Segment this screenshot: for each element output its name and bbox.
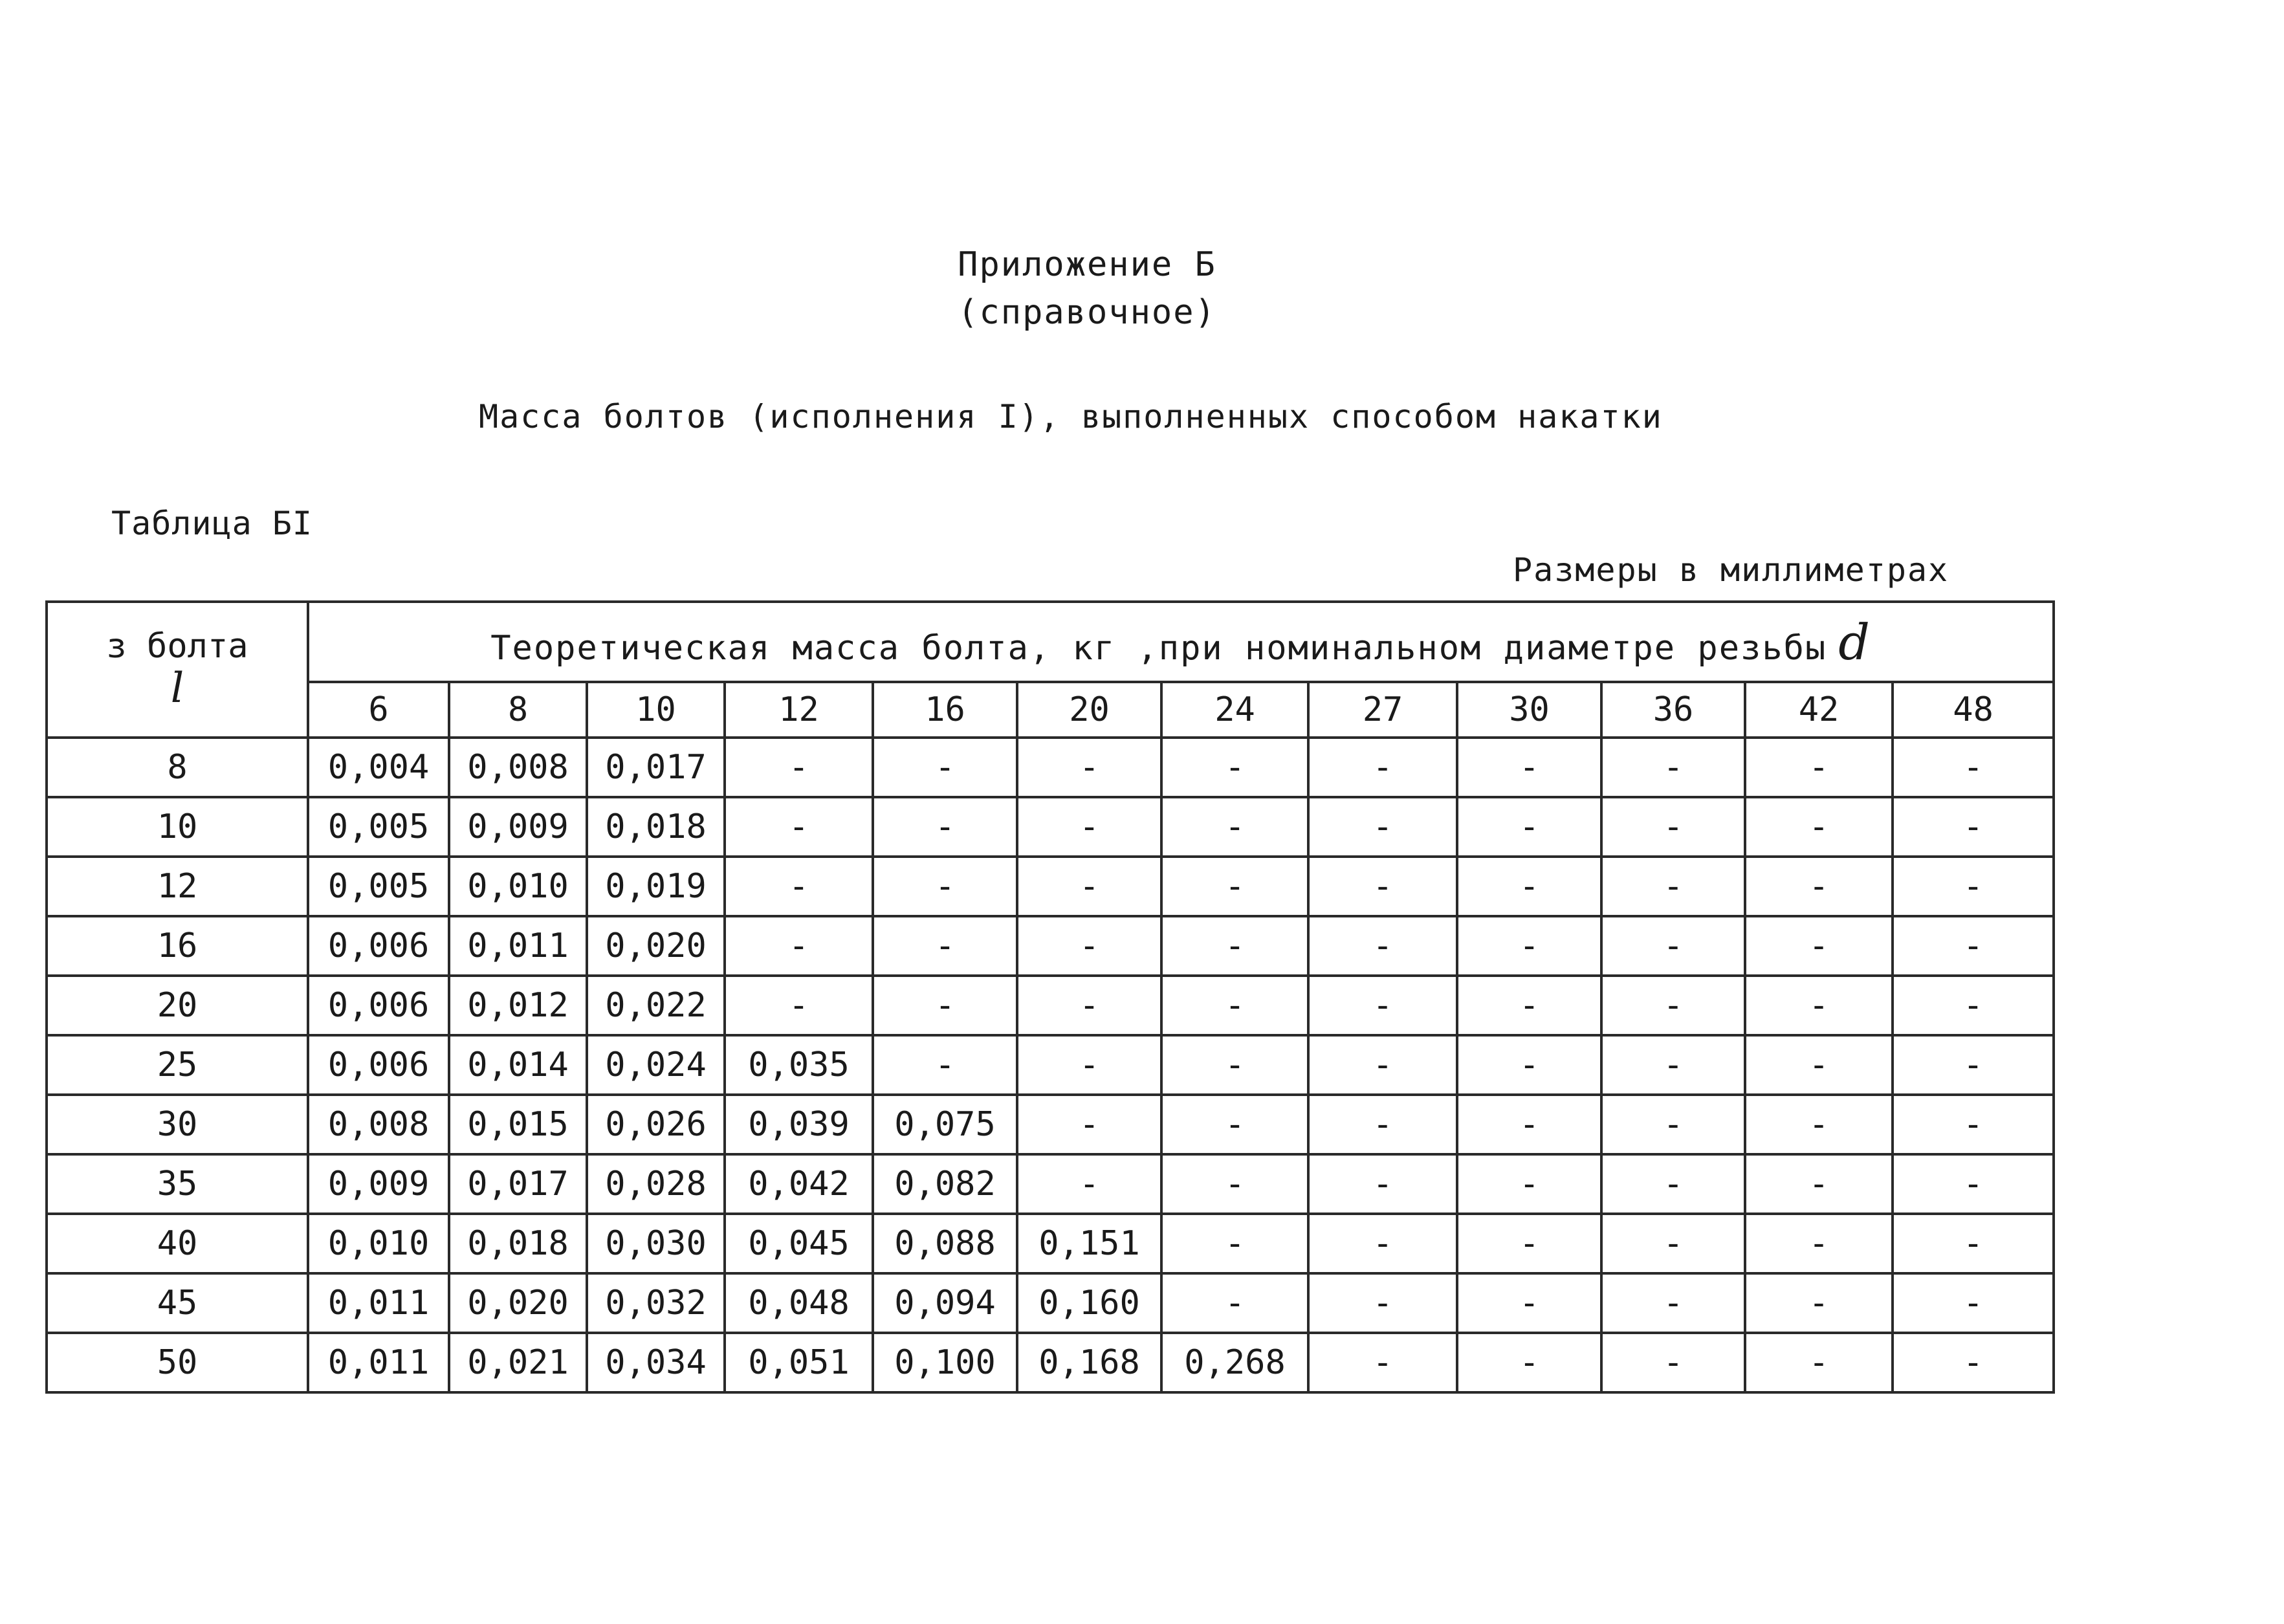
appendix-note: (справочное) [958,293,1216,332]
mass-cell: 0,035 [725,1035,873,1095]
mass-cell: - [1745,738,1893,797]
mass-cell: 0,011 [308,1333,449,1392]
diameter-header-24: 24 [1161,682,1308,738]
mass-cell: - [1601,1333,1745,1392]
mass-cell: - [873,797,1017,857]
mass-cell: - [873,857,1017,916]
mass-cell: - [725,857,873,916]
mass-cell: - [1457,857,1601,916]
mass-cell: 0,039 [725,1095,873,1154]
mass-cell: - [1161,1214,1308,1273]
mass-cell: 0,030 [587,1214,725,1273]
mass-cell: - [1308,797,1457,857]
mass-cell: 0,024 [587,1035,725,1095]
mass-cell: 0,088 [873,1214,1017,1273]
mass-cell: 0,010 [308,1214,449,1273]
mass-cell: - [1893,1333,2054,1392]
mass-cell: - [1601,1273,1745,1333]
mass-cell: - [873,976,1017,1035]
mass-cell: 0,160 [1017,1273,1161,1333]
mass-cell: - [1457,738,1601,797]
mass-cell: - [1893,976,2054,1035]
mass-cell: - [1745,1214,1893,1273]
mass-cell: 0,028 [587,1154,725,1214]
mass-cell: 0,045 [725,1214,873,1273]
length-cell: 40 [47,1214,308,1273]
mass-cell: - [1893,797,2054,857]
table-label: Таблица БI [111,505,313,542]
table-row [47,857,2054,916]
length-cell: 50 [47,1333,308,1392]
mass-cell: 0,082 [873,1154,1017,1214]
mass-cell: - [1457,916,1601,976]
mass-cell: - [1161,1035,1308,1095]
mass-cell: - [1017,797,1161,857]
diameter-header-10: 10 [587,682,725,738]
mass-cell: - [1017,857,1161,916]
table-row [47,976,2054,1035]
table-header-row [47,602,2054,682]
mass-cell: 0,020 [587,916,725,976]
mass-cell: 0,094 [873,1273,1017,1333]
mass-cell: 0,020 [449,1273,587,1333]
mass-cell: 0,005 [308,797,449,857]
length-cell: 35 [47,1154,308,1214]
diameter-header-16: 16 [873,682,1017,738]
mass-header-cell [308,602,2054,682]
length-cell: 8 [47,738,308,797]
mass-cell: 0,168 [1017,1333,1161,1392]
mass-cell: - [1457,1214,1601,1273]
mass-cell: - [725,797,873,857]
mass-cell: - [1017,738,1161,797]
mass-cell: - [1745,1035,1893,1095]
mass-cell: - [1893,1273,2054,1333]
length-header-cell [47,602,308,738]
mass-cell: - [1161,1095,1308,1154]
mass-cell: - [1601,1035,1745,1095]
appendix-label: Приложение Б [958,245,1216,284]
diameter-header-36: 36 [1601,682,1745,738]
mass-cell: - [1893,738,2054,797]
mass-cell: 0,017 [587,738,725,797]
length-cell: 45 [47,1273,308,1333]
diameter-header-row [47,682,2054,738]
mass-cell: - [1457,1273,1601,1333]
mass-cell: - [1601,976,1745,1035]
mass-cell: - [1308,738,1457,797]
mass-cell: - [1017,1154,1161,1214]
mass-cell: 0,017 [449,1154,587,1214]
mass-cell: - [873,916,1017,976]
mass-cell: - [1161,857,1308,916]
mass-cell: - [1893,916,2054,976]
mass-cell: 0,051 [725,1333,873,1392]
mass-cell: - [1745,916,1893,976]
mass-cell: 0,022 [587,976,725,1035]
table-row [47,1154,2054,1214]
diameter-symbol: d [1838,613,1871,671]
table-row [47,1035,2054,1095]
mass-cell: 0,015 [449,1095,587,1154]
mass-cell: - [1457,1333,1601,1392]
mass-cell: 0,032 [587,1273,725,1333]
mass-cell: 0,006 [308,916,449,976]
mass-cell: - [1601,916,1745,976]
mass-cell: - [1308,916,1457,976]
diameter-header-48: 48 [1893,682,2054,738]
mass-cell: - [1745,857,1893,916]
length-cell: 25 [47,1035,308,1095]
mass-cell: 0,100 [873,1333,1017,1392]
mass-cell: 0,006 [308,1035,449,1095]
diameter-header-8: 8 [449,682,587,738]
mass-cell: 0,048 [725,1273,873,1333]
bolt-mass-table [45,600,2055,1394]
mass-cell: - [1457,797,1601,857]
mass-cell: 0,075 [873,1095,1017,1154]
appendix-heading [958,241,1216,336]
table-row [47,916,2054,976]
mass-cell: - [1457,976,1601,1035]
mass-cell: - [1893,1154,2054,1214]
length-cell: 30 [47,1095,308,1154]
mass-cell: - [1457,1154,1601,1214]
length-header: з болта [106,627,248,666]
table-row [47,1273,2054,1333]
mass-cell: 0,009 [449,797,587,857]
mass-cell: - [1601,797,1745,857]
diameter-header-6: 6 [308,682,449,738]
mass-cell: - [725,976,873,1035]
mass-cell: - [1308,857,1457,916]
mass-cell: - [1601,1214,1745,1273]
mass-cell: - [1893,1214,2054,1273]
mass-cell: - [873,1035,1017,1095]
length-cell: 10 [47,797,308,857]
mass-cell: 0,011 [308,1273,449,1333]
mass-cell: - [725,916,873,976]
diameter-header-12: 12 [725,682,873,738]
mass-cell: - [1308,1154,1457,1214]
mass-cell: - [1308,1095,1457,1154]
mass-cell: - [1017,976,1161,1035]
mass-cell: - [1601,857,1745,916]
mass-cell: 0,006 [308,976,449,1035]
document-title: Масса болтов (исполнения I), выполненных способом накатки [479,398,1663,435]
mass-cell: - [1161,738,1308,797]
mass-cell: - [1893,1095,2054,1154]
mass-cell: - [1017,1095,1161,1154]
mass-cell: - [1161,976,1308,1035]
units-note: Размеры в миллиметрах [1513,551,1949,589]
mass-cell: 0,034 [587,1333,725,1392]
mass-cell: 0,005 [308,857,449,916]
mass-cell: - [1161,1273,1308,1333]
table-row [47,738,2054,797]
table-row [47,797,2054,857]
mass-cell: - [1745,797,1893,857]
mass-cell: - [1601,1095,1745,1154]
mass-cell: - [1457,1035,1601,1095]
mass-cell: - [1161,916,1308,976]
mass-cell: 0,018 [449,1214,587,1273]
mass-cell: 0,018 [587,797,725,857]
mass-cell: - [725,738,873,797]
mass-cell: - [1308,1035,1457,1095]
mass-cell: 0,026 [587,1095,725,1154]
mass-cell: 0,012 [449,976,587,1035]
mass-cell: - [1308,976,1457,1035]
length-cell: 12 [47,857,308,916]
mass-cell: 0,268 [1161,1333,1308,1392]
mass-cell: - [1745,976,1893,1035]
mass-cell: - [1601,738,1745,797]
mass-cell: - [1017,1035,1161,1095]
mass-cell: 0,021 [449,1333,587,1392]
table-row [47,1095,2054,1154]
mass-cell: - [1457,1095,1601,1154]
mass-cell: - [1601,1154,1745,1214]
mass-cell: 0,014 [449,1035,587,1095]
mass-header: Теоретическая масса болта, кг ,при номинальном диаметре резьбы [490,628,1827,668]
mass-cell: - [1161,1154,1308,1214]
mass-cell: - [1017,916,1161,976]
table-row [47,1333,2054,1392]
mass-cell: 0,151 [1017,1214,1161,1273]
length-cell: 16 [47,916,308,976]
diameter-header-30: 30 [1457,682,1601,738]
diameter-header-27: 27 [1308,682,1457,738]
mass-cell: - [873,738,1017,797]
length-cell: 20 [47,976,308,1035]
table-body [47,738,2054,1392]
mass-cell: - [1308,1273,1457,1333]
mass-cell: 0,004 [308,738,449,797]
mass-cell: - [1308,1214,1457,1273]
mass-cell: 0,019 [587,857,725,916]
mass-cell: 0,008 [449,738,587,797]
mass-cell: 0,009 [308,1154,449,1214]
mass-cell: 0,010 [449,857,587,916]
length-symbol: l [170,664,184,712]
mass-cell: 0,011 [449,916,587,976]
mass-cell: - [1893,857,2054,916]
mass-cell: 0,008 [308,1095,449,1154]
mass-cell: - [1745,1154,1893,1214]
diameter-header-42: 42 [1745,682,1893,738]
mass-cell: - [1745,1333,1893,1392]
table-row [47,1214,2054,1273]
mass-cell: - [1745,1095,1893,1154]
diameter-header-20: 20 [1017,682,1161,738]
mass-cell: - [1745,1273,1893,1333]
mass-cell: - [1308,1333,1457,1392]
mass-cell: 0,042 [725,1154,873,1214]
mass-cell: - [1161,797,1308,857]
mass-cell: - [1893,1035,2054,1095]
